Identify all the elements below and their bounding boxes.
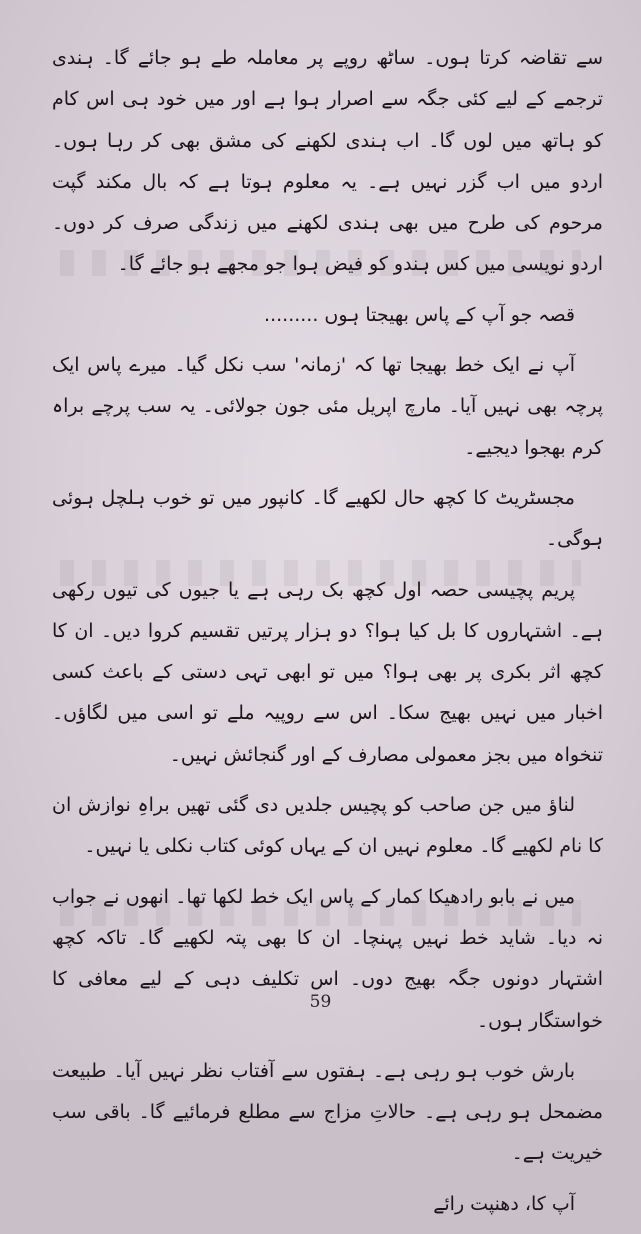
paragraph-radhika-kumar: میں نے بابو رادھیکا کمار کے پاس ایک خط لکھا تھا۔ انھوں نے جواب نہ دیا۔ شاید خط نہیں پہنچا۔ ان کا بھی پتہ لکھیے گا۔ تاکہ کچھ اشتہار دونوں جگہ بھیج دوں۔ اس تکلیف دہی کے لیے معافی کا خواستگار ہوں۔ bbox=[52, 885, 603, 1032]
page-number: 59 bbox=[309, 992, 332, 1012]
page-body bbox=[52, 38, 603, 1234]
paragraph-story-sent: قصہ جو آپ کے پاس بھیجتا ہوں ......... bbox=[264, 303, 575, 326]
paragraph-prem-pachisi: پریم پچیسی حصہ اول کچھ بک رہی ہے یا جیوں کی تیوں رکھی ہے۔ اشتہاروں کا بل کیا ہوا؟ دو ہزار پرتیں تقسیم کروا دیں۔ ان کا کچھ اثر بکری پر بھی ہوا؟ میں تو ابھی تہی دستی کے باعث کسی اخبار میں نہیں بھیج سکا۔ اس سے روپیہ ملے تو اسی میں لگاؤں۔ تنخواہ میں بجز معمولی مصارف کے اور گنجائش نہیں۔ bbox=[52, 578, 603, 766]
signature-line: آپ کا، دھنپت رائے bbox=[433, 1192, 575, 1215]
paragraph-volumes: لناؤ میں جن صاحب کو پچیس جلدیں دی گئی تھیں براہِ نوازش ان کا نام لکھیے گا۔ معلوم نہیں ان کے یہاں کوئی کتاب نکلی یا نہیں۔ bbox=[52, 794, 603, 858]
paragraph-magistrate: مجسٹریٹ کا کچھ حال لکھیے گا۔ کانپور میں تو خوب ہلچل ہوئی ہوگی۔ bbox=[52, 486, 603, 551]
paragraph-zamana-issues: آپ نے ایک خط بھیجا تھا کہ 'زمانہ' سب نکل گیا۔ میرے پاس ایک پرچہ بھی نہیں آیا۔ مارچ اپریل مئی جون جولائی۔ یہ سب پرچے براہ کرم بھجوا دیجیے۔ bbox=[52, 354, 603, 459]
paragraph-hindi-translation: سے تقاضہ کرتا ہوں۔ ساٹھ روپے پر معاملہ طے ہو جائے گا۔ ہندی ترجمے کے لیے کئی جگہ سے اصرار ہوا ہے اور میں خود ہی اس کام کو ہاتھ میں لوں گا۔ اب ہندی لکھنے کی مشق بھی کر رہا ہوں۔ اردو میں اب گزر نہیں ہے۔ یہ معلوم ہوتا ہے کہ بال مکند گپت مرحوم کی طرح میں بھی ہندی لکھنے میں زندگی صرف کر دوں۔ اردو نویسی میں کس ہندو کو فیض ہوا جو مجھے ہو جائے گا۔ bbox=[52, 47, 603, 276]
paragraph-rain: بارش خوب ہو رہی ہے۔ ہفتوں سے آفتاب نظر نہیں آیا۔ طبیعت مضمحل ہو رہی ہے۔ حالاتِ مزاج سے مطلع فرمائیے گا۔ باقی سب خیریت ہے۔ bbox=[52, 1059, 603, 1165]
